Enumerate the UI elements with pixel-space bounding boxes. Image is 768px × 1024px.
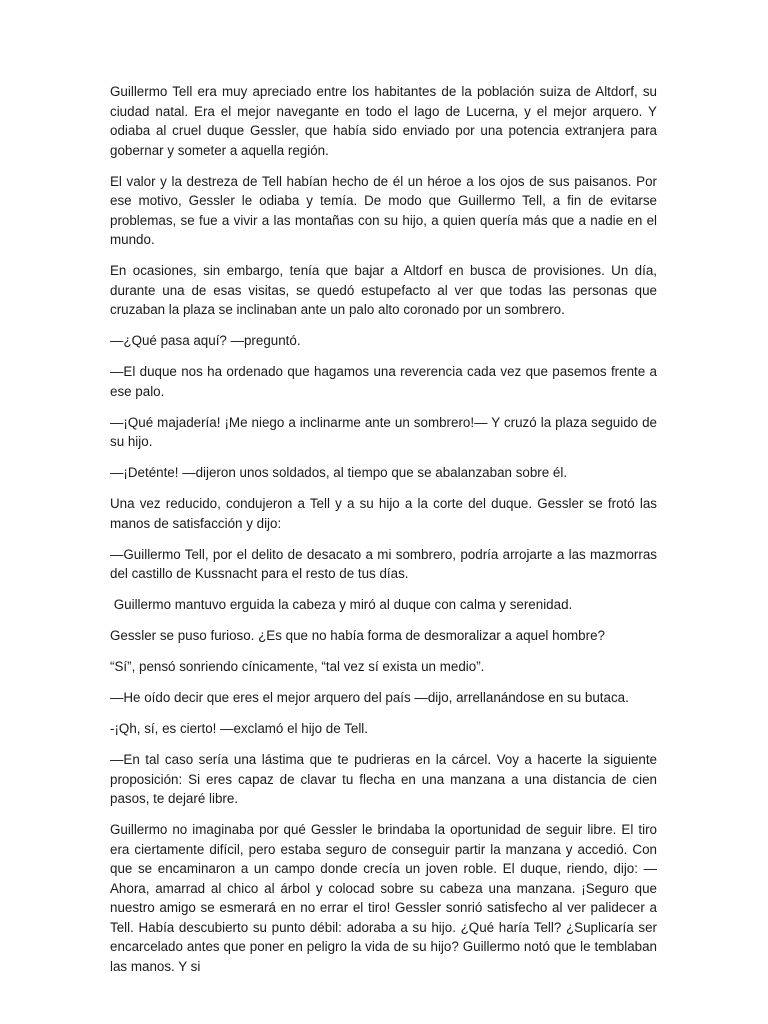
paragraph: —¿Qué pasa aquí? —preguntó.	[110, 333, 301, 348]
paragraph: —En tal caso sería una lástima que te pudrieras en la cárcel. Voy a hacerte la siguiente proposición: Si eres capaz de clavar tu flecha en una manzana a una distancia de cien pasos, te dejaré libre.	[110, 752, 657, 806]
paragraph: “Sí”, pensó sonriendo cínicamente, “tal vez sí exista un medio”.	[110, 659, 485, 674]
paragraph: -¡Qh, sí, es cierto! —exclamó el hijo de Tell.	[110, 721, 368, 736]
paragraph: Gessler se puso furioso. ¿Es que no había forma de desmoralizar a aquel hombre?	[110, 628, 605, 643]
paragraph: Guillermo Tell era muy apreciado entre los habitantes de la población suiza de Altdorf, su ciudad natal. Era el mejor navegante en todo el lago de Lucerna, y el mejor arquero. Y odiaba al cruel duque Gessler, que había sido enviado por una potencia extranjera para gobernar y someter a aquella región.	[110, 84, 657, 158]
paragraph: —¡Deténte! —dijeron unos soldados, al tiempo que se abalanzaban sobre él.	[110, 465, 568, 480]
paragraph: —El duque nos ha ordenado que hagamos una reverencia cada vez que pasemos frente a ese palo.	[110, 364, 657, 399]
paragraph: Guillermo no imaginaba por qué Gessler le brindaba la oportunidad de seguir libre. El tiro era ciertamente difícil, pero estaba seguro de conseguir partir la manzana y accedió. Con que se encaminaron a un campo donde crecía un joven roble. El duque, riendo, dijo: —Ahora, amarrad al chico al árbol y colocad sobre su cabeza una manzana. ¡Seguro que nuestro amigo se esmerará en no errar el tiro! Gessler sonrió satisfecho al ver palidecer a Tell. Había descubierto su punto débil: adoraba a su hijo. ¿Qué haría Tell? ¿Suplicaría ser encarcelado antes que poner en peligro la vida de su hijo? Guillermo notó que le temblaban las manos. Y si	[110, 822, 657, 974]
paragraph: Una vez reducido, condujeron a Tell y a su hijo a la corte del duque. Gessler se frotó las manos de satisfacción y dijo:	[110, 496, 657, 531]
document-page	[110, 82, 657, 988]
paragraph: —Guillermo Tell, por el delito de desacato a mi sombrero, podría arrojarte a las mazmorras del castillo de Kussnacht para el resto de tus días.	[110, 546, 657, 581]
paragraph: —He oído decir que eres el mejor arquero del país —dijo, arrellanándose en su butaca.	[110, 690, 629, 705]
paragraph: El valor y la destreza de Tell habían hecho de él un héroe a los ojos de sus paisanos. Por ese motivo, Gessler le odiaba y temía. De modo que Guillermo Tell, a fin de evitarse problemas, se fue a vivir a las montañas con su hijo, a quien quería más que a nadie en el mundo.	[110, 173, 657, 247]
paragraph: En ocasiones, sin embargo, tenía que bajar a Altdorf en busca de provisiones. Un día, durante una de esas visitas, se quedó estupefacto al ver que todas las personas que cruzaban la plaza se inclinaban ante un palo alto coronado por un sombrero.	[110, 263, 657, 317]
paragraph: —¡Qué majadería! ¡Me niego a inclinarme ante un sombrero!— Y cruzó la plaza seguido de su hijo.	[110, 414, 657, 449]
paragraph: Guillermo mantuvo erguida la cabeza y miró al duque con calma y serenidad.	[110, 597, 573, 612]
